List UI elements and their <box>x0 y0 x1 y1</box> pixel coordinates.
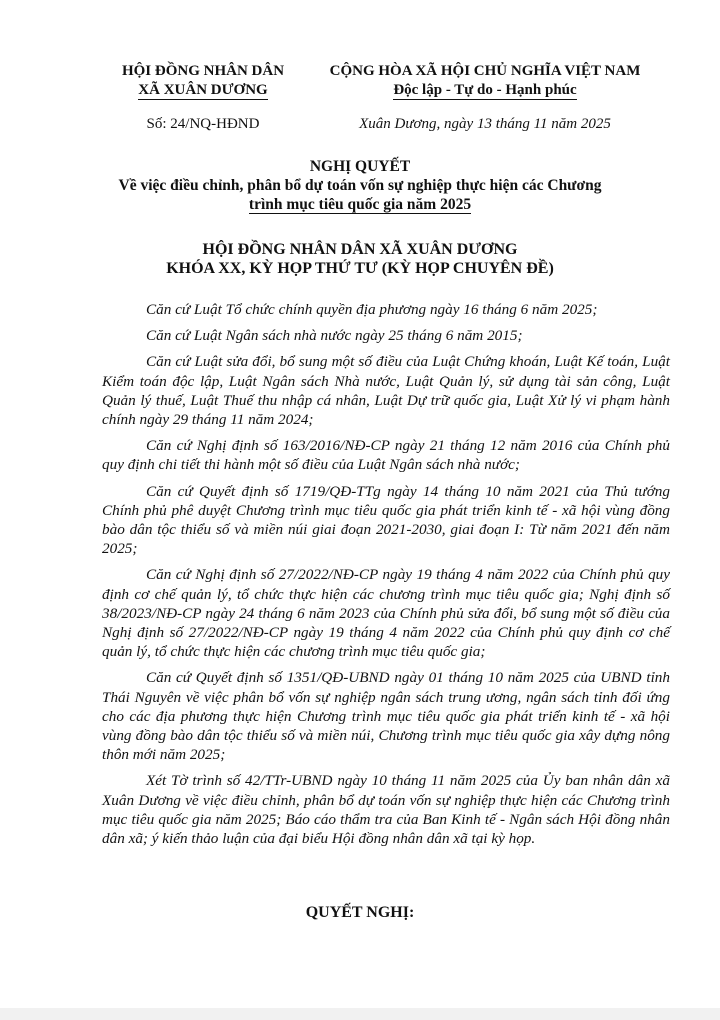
council-session: KHÓA XX, KỲ HỌP THỨ TƯ (KỲ HỌP CHUYÊN ĐỀ) <box>166 260 554 277</box>
council-name: HỘI ĐỒNG NHÂN DÂN XÃ XUÂN DƯƠNG <box>202 241 518 258</box>
council-heading <box>60 240 660 278</box>
national-motto <box>305 62 665 100</box>
legal-basis-paragraph: Căn cứ Quyết định số 1719/QĐ-TTg ngày 14 tháng 10 năm 2021 của Thủ tướng Chính phủ phê duyệt Chương trình mục tiêu quốc gia phát triển kinh tế - xã hội vùng đồng bào dân tộc thiểu số và miền núi giai đoạn 2021-2030, giai đoạn I: Từ năm 2021 đến năm 2025; <box>102 482 670 558</box>
document-number: Số: 24/NQ-HĐND <box>146 116 260 132</box>
agency-name: HỘI ĐỒNG NHÂN DÂN <box>121 63 285 79</box>
document-title <box>60 157 660 214</box>
legal-basis-paragraph: Căn cứ Nghị định số 27/2022/NĐ-CP ngày 19 tháng 4 năm 2022 của Chính phủ quy định cơ chế quản lý, tổ chức thực hiện các chương trình mục tiêu quốc gia; Nghị định số 38/2023/NĐ-CP ngày 24 tháng 6 năm 2023 của Chính phủ sửa đổi, bổ sung một số điều của Nghị định số 27/2022/NĐ-CP ngày 19 tháng 4 năm 2022 của Chính phủ quy định cơ chế quản lý, tổ chức thực hiện các chương trình mục tiêu quốc gia; <box>102 566 670 661</box>
decision-heading: QUYẾT NGHỊ: <box>305 904 415 921</box>
legal-basis-paragraph: Xét Tờ trình số 42/TTr-UBND ngày 10 tháng 11 năm 2025 của Ủy ban nhân dân xã Xuân Dương về việc điều chỉnh, phân bổ dự toán vốn sự nghiệp thực hiện các Chương trình mục tiêu quốc gia năm 2025; Báo cáo thẩm tra của Ban Kinh tế - Ngân sách Hội đồng nhân dân xã; ý kiến thảo luận của đại biểu Hội đồng nhân dân xã tại kỳ họp. <box>102 772 670 848</box>
legal-basis-paragraph: Căn cứ Luật Tổ chức chính quyền địa phương ngày 16 tháng 6 năm 2025; <box>146 301 598 318</box>
document-date: Xuân Dương, ngày 13 tháng 11 năm 2025 <box>359 116 611 132</box>
legal-basis-paragraph: Căn cứ Luật sửa đổi, bổ sung một số điều của Luật Chứng khoán, Luật Kế toán, Luật Kiểm toán độc lập, Luật Ngân sách Nhà nước, Luật Quản lý, sử dụng tài sản công, Luật Quản lý thuế, Luật Thuế thu nhập cá nhân, Luật Dự trữ quốc gia, Luật Xử lý vi phạm hành chính ngày 29 tháng 11 năm 2024; <box>102 353 670 429</box>
agency-commune: XÃ XUÂN DƯƠNG <box>138 82 268 98</box>
title-subtitle-line2: trình mục tiêu quốc gia năm 2025 <box>248 196 472 213</box>
title-main: NGHỊ QUYẾT <box>309 158 411 175</box>
motto: Độc lập - Tự do - Hạnh phúc <box>393 82 577 98</box>
issuing-agency <box>108 62 298 100</box>
country-name: CỘNG HÒA XÃ HỘI CHỦ NGHĨA VIỆT NAM <box>329 63 641 79</box>
legal-basis-paragraph: Căn cứ Quyết định số 1351/QĐ-UBND ngày 01 tháng 10 năm 2025 của UBND tỉnh Thái Nguyên về việc phân bổ vốn sự nghiệp ngân sách trung ương, ngân sách tỉnh đối ứng cho các địa phương thực hiện Chương trình mục tiêu quốc gia phát triển kinh tế - xã hội vùng đồng bào dân tộc thiểu số và miền núi, Chương trình mục tiêu quốc gia xây dựng nông thôn mới năm 2025; <box>102 669 670 764</box>
legal-basis-paragraph: Căn cứ Nghị định số 163/2016/NĐ-CP ngày 21 tháng 12 năm 2016 của Chính phủ quy định chi tiết thi hành một số điều của Luật Ngân sách nhà nước; <box>102 437 670 474</box>
title-subtitle-line1: Về việc điều chỉnh, phân bổ dự toán vốn sự nghiệp thực hiện các Chương <box>118 177 602 194</box>
legal-basis <box>102 300 670 855</box>
legal-basis-paragraph: Căn cứ Luật Ngân sách nhà nước ngày 25 tháng 6 năm 2015; <box>146 327 523 345</box>
page-bottom-edge <box>0 1008 720 1020</box>
